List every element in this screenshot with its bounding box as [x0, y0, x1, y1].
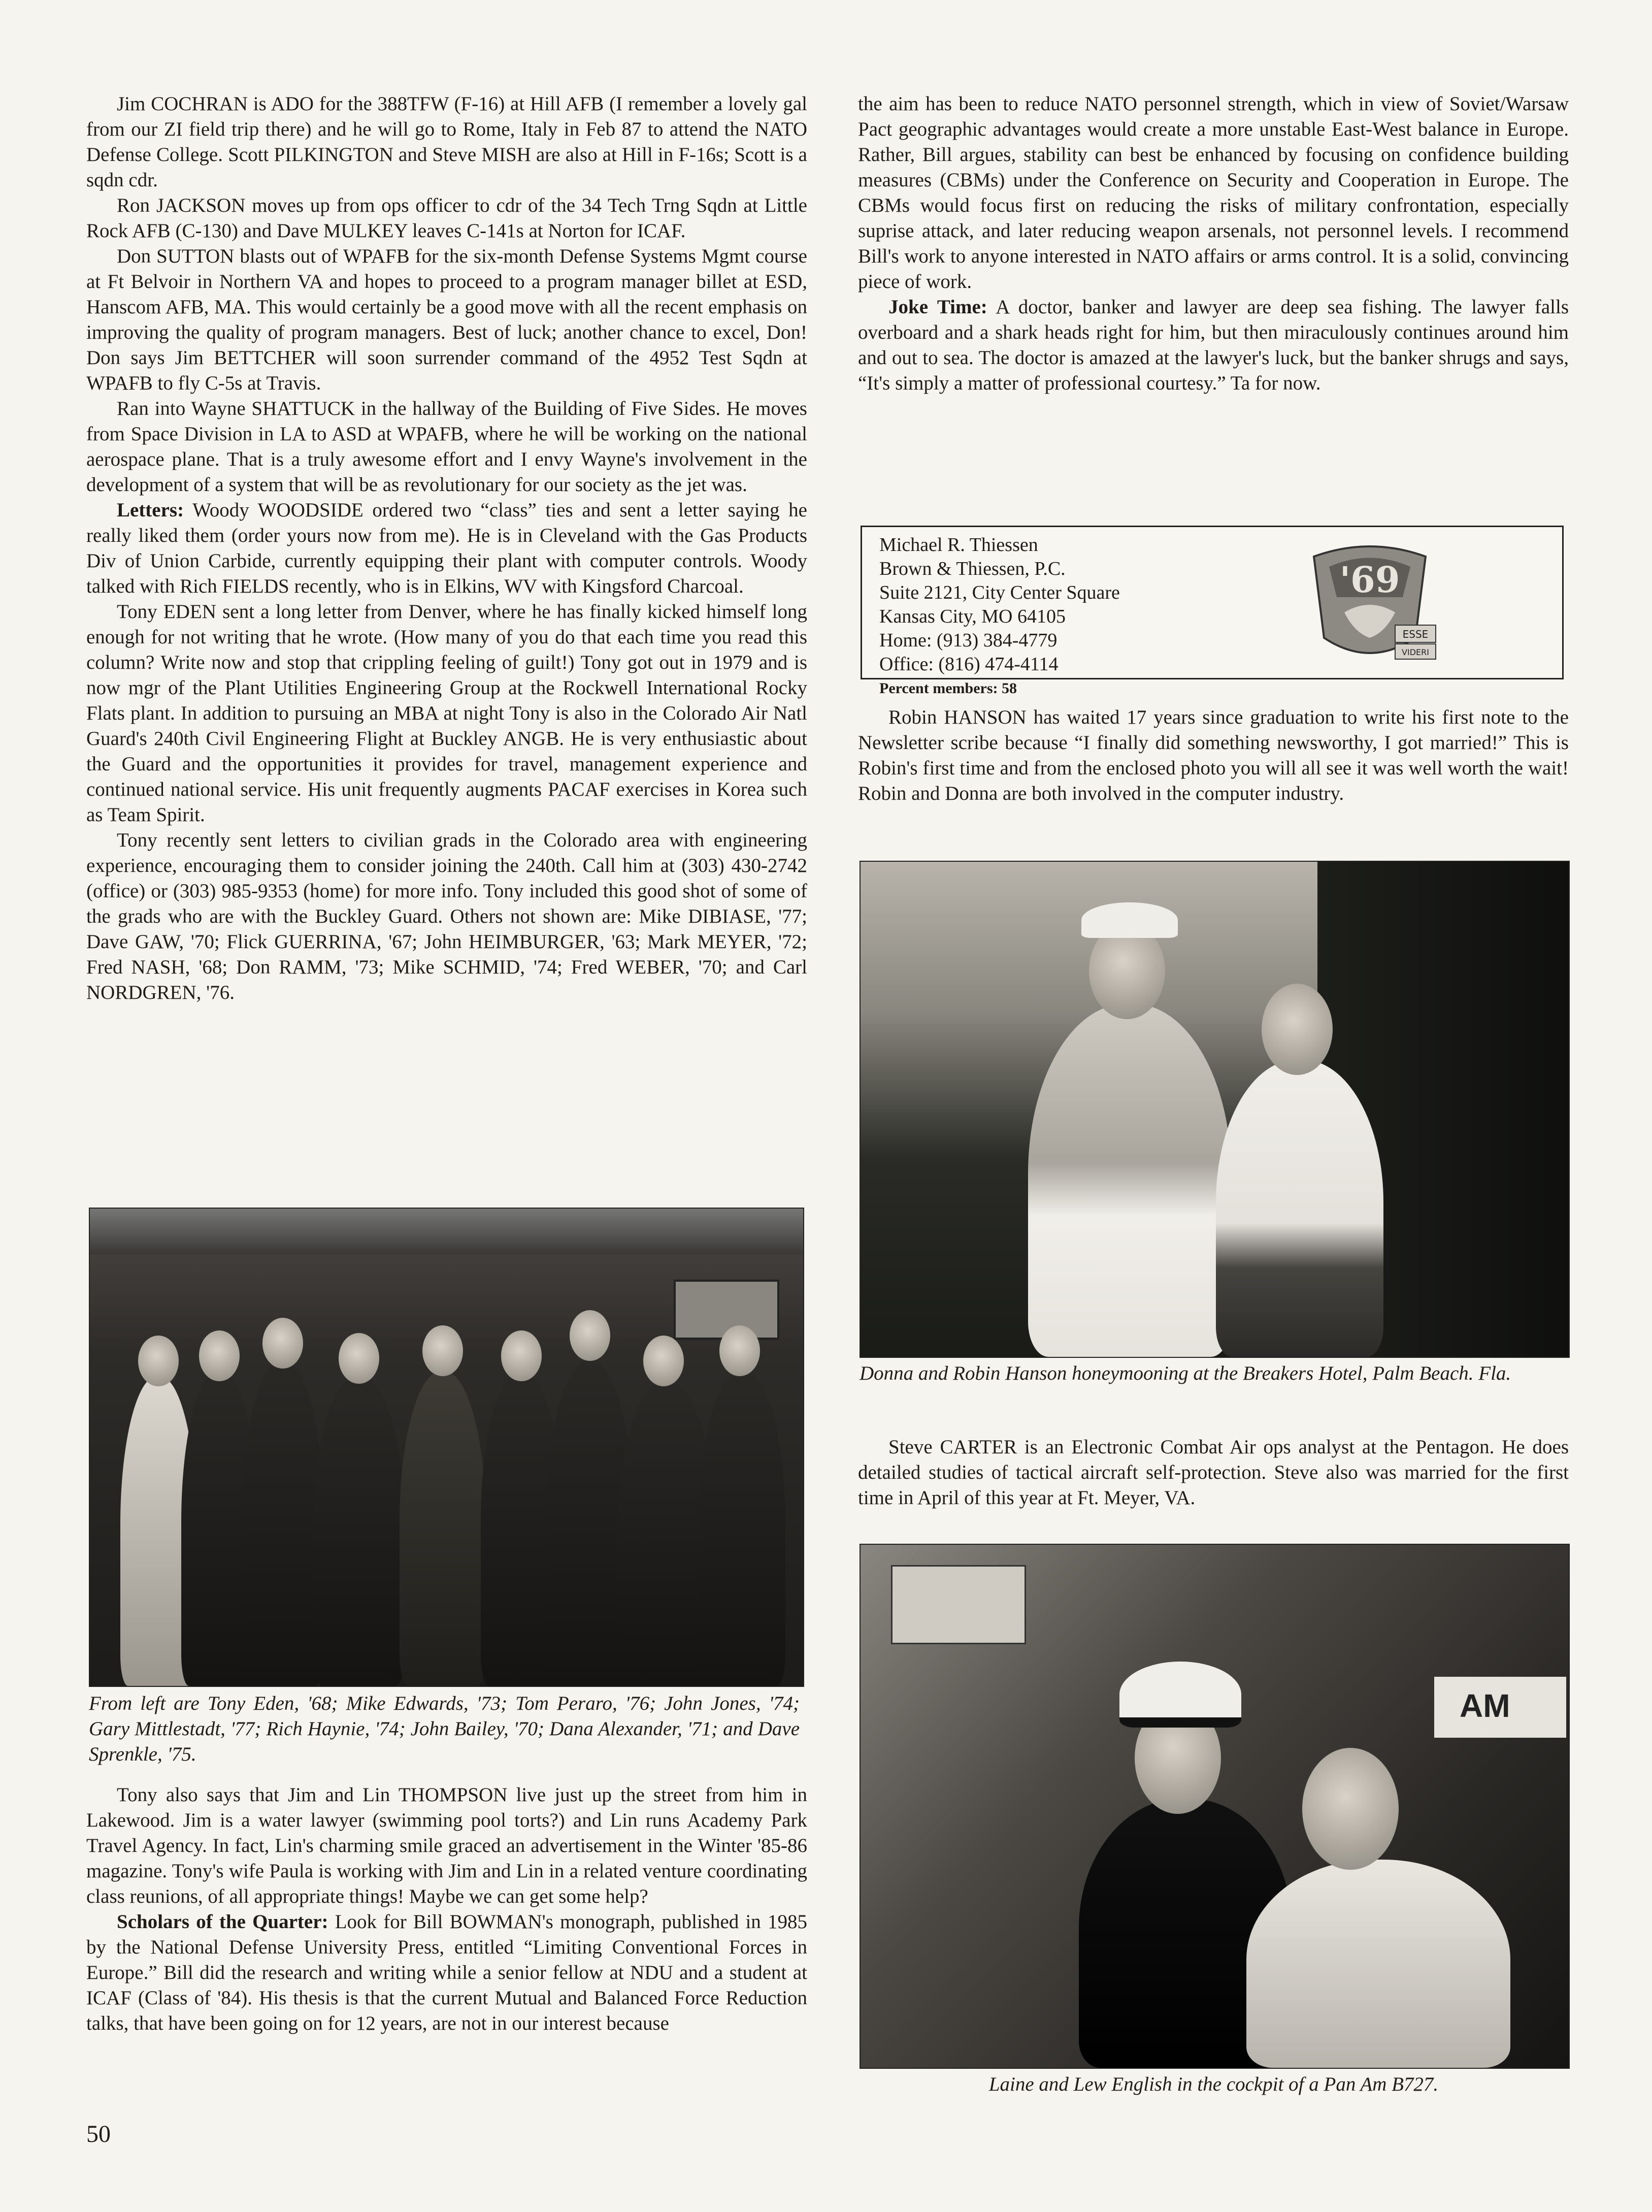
cap: [1081, 902, 1178, 938]
svg-text:VIDERI: VIDERI: [1402, 647, 1429, 657]
scribe-address-line: Kansas City, MO 64105: [879, 606, 1066, 627]
paragraph: Jim COCHRAN is ADO for the 388TFW (F-16) at Hill AFB (I remember a lovely gal from our ZI field trip there) and he will go to Rome, Italy in Feb 87 to attend the NATO Defense College. Scott PILKINGTON and Steve MISH are also at Hill in F-16s; Scott is a sqdn cdr.: [86, 93, 807, 191]
person-robin: [1028, 1004, 1231, 1357]
person: [400, 1371, 486, 1686]
person: [313, 1376, 405, 1686]
person-lew: [1246, 1860, 1510, 2068]
paragraph: Steve CARTER is an Electronic Combat Air ops analyst at the Pentagon. He does detailed studies of tactical aircraft self-protection. Steve also was married for the first time in April of this year at Ft. Meyer, VA.: [858, 1436, 1569, 1509]
left-column-bottom-text: [86, 1782, 807, 2036]
paragraph: Robin HANSON has waited 17 years since graduation to write his first note to the Newsletter scribe because “I finally did something newsworthy, I got married!” This is Robin's first time and from the enclosed photo you will all see it was well worth the wait! Robin and Donna are both involved in the computer industry.: [858, 706, 1569, 804]
svg-text:ESSE: ESSE: [1402, 628, 1429, 640]
pilot-cap: [1119, 1662, 1241, 1728]
hanson-photo-caption: Donna and Robin Hanson honeymooning at the Breakers Hotel, Palm Beach. Fla.: [860, 1362, 1511, 1384]
cockpit-photo-caption: Laine and Lew English in the cockpit of a Pan Am B727.: [988, 2073, 1439, 2095]
person-head: [1262, 984, 1333, 1075]
right-column-mid-text: [858, 705, 1569, 806]
cockpit-photo: [860, 1544, 1570, 2069]
svg-text:'69: '69: [1339, 559, 1400, 601]
class-crest-icon: [1294, 536, 1446, 673]
section-lead: Scholars of the Quarter:: [117, 1911, 328, 1933]
window-sign: AM: [1434, 1677, 1566, 1738]
paragraph: Scholars of the Quarter: Look for Bill BOWMAN's monograph, published in 1985 by the National Defense University Press, entitled “Limiting Conventional Forces in Europe.” Bill did the research and writing while a senior fellow at NDU and a student at ICAF (Class of '84). His thesis is that the current Mutual and Balanced Force Reduction talks, that have been going on for 12 years, are not in our interest because: [86, 1911, 807, 2034]
person-head: [643, 1336, 684, 1386]
scribe-office-phone: Office: (816) 474-4114: [879, 654, 1059, 675]
ceiling-garland: [90, 1209, 803, 1254]
guard-group-photo: [89, 1208, 804, 1687]
person: [242, 1361, 323, 1686]
person: [699, 1371, 785, 1686]
right-column-text: [858, 91, 1569, 396]
right-column-low-text: [858, 1435, 1569, 1511]
person-head: [1302, 1748, 1399, 1870]
paragraph: the aim has been to reduce NATO personnel strength, which in view of Soviet/Warsaw Pact geographic advantages would create a more unstable East-West balance in Europe. Rather, Bill argues, stability can best be enhanced by focusing on confidence building measures (CBMs) under the Conference on Security and Cooperation in Europe. The CBMs would focus first on reducing the risks of military confrontation, especially suprise attack, and later reducing weapon arsenals, not personnel levels. I recommend Bill's work to anyone interested in NATO affairs or arms control. It is a solid, convincing piece of work.: [858, 93, 1569, 292]
instrument-panel: [891, 1565, 1026, 1644]
person-head: [262, 1318, 303, 1369]
paragraph: Tony recently sent letters to civilian grads in the Colorado area with engineering experience, encouraging them to consider joining the 240th. Call him at (303) 430-2742 (office) or (303) 985-9353 (home) for more info. Tony included this good shot of some of the grads who are with the Buckley Guard. Others not shown are: Mike DIBIASE, '77; Dave GAW, '70; Flick GUERRINA, '67; John HEIMBURGER, '63; Mark MEYER, '72; Fred NASH, '68; Don RAMM, '73; Mike SCHMID, '74; Fred WEBER, '70; and Carl NORDGREN, '76.: [86, 829, 807, 1003]
scribe-firm: Brown & Thiessen, P.C.: [879, 558, 1066, 579]
paragraph: Letters: Woody WOODSIDE ordered two “class” ties and sent a letter saying he really liked them (order yours now from me). He is in Cleveland with the Gas Products Div of Union Carbide, currently equipping their plant with computer controls. Woody talked with Rich FIELDS recently, who is in Elkins, WV with Kingsford Charcoal.: [86, 499, 807, 597]
scribe-address-line: Suite 2121, City Center Square: [879, 582, 1120, 603]
person-head: [422, 1325, 463, 1376]
group-photo-caption: From left are Tony Eden, '68; Mike Edwards, '73; Tom Peraro, '76; John Jones, '74; Gary Mittlestadt, '77; Rich Haynie, '74; John Bailey, '70; Dana Alexander, '71; and Dave Sprenkle, '75.: [89, 1693, 800, 1765]
paragraph: Ran into Wayne SHATTUCK in the hallway of the Building of Five Sides. He moves from Space Division in LA to ASD at WPAFB, where he will be working on the national aerospace plane. That is a truly awesome effort and I envy Wayne's involvement in the development of a system that will be as revolutionary for our society as the jet was.: [86, 398, 807, 496]
person-head: [570, 1310, 610, 1361]
class-scribe-card: [861, 526, 1564, 697]
section-lead: Joke Time:: [888, 296, 987, 318]
left-column-text: [86, 91, 807, 1005]
hanson-honeymoon-photo: [860, 861, 1570, 1358]
percent-members: Percent members: 58: [879, 680, 1017, 697]
person-head: [138, 1336, 179, 1386]
paragraph: Joke Time: A doctor, banker and lawyer are deep sea fishing. The lawyer falls overboard and a shark heads right for him, but then miraculously continues around him and out to sea. The doctor is amazed at the lawyer's luck, but the banker shrugs and says, “It's simply a matter of professional courtesy.” Ta for now.: [858, 296, 1569, 394]
paragraph: Tony EDEN sent a long letter from Denver, where he has finally kicked himself long enough for not writing that he wrote. (How many of you do that each time you read this column? Write now and stop that crippling feeling of guilt!) Tony got out in 1979 and is now mgr of the Plant Utilities Engineering Group at the Rockwell International Rocky Flats plant. In addition to pursuing an MBA at night Tony is also in the Colorado Air Natl Guard's 240th Civil Engineering Flight at Buckley ANGB. He is very enthusiastic about the Guard and the opportunities it provides for travel, management experience and continued national service. His unit frequently augments PACAF exercises in Korea such as Team Spirit.: [86, 601, 807, 826]
scribe-name: Michael R. Thiessen: [879, 534, 1038, 556]
scribe-home-phone: Home: (913) 384-4779: [879, 630, 1058, 651]
paragraph: Tony also says that Jim and Lin THOMPSON live just up the street from him in Lakewood. Jim is a water lawyer (swimming pool torts?) and Lin runs Academy Park Travel Agency. In fact, Lin's charming smile graced an advertisement in the Winter '85-86 magazine. Tony's wife Paula is working with Jim and Lin in a related venture coordinating class reunions, of all appropriate things! Maybe we can get some help?: [86, 1784, 807, 1907]
section-lead: Letters:: [117, 499, 184, 521]
person-head: [339, 1333, 379, 1384]
person-head: [719, 1325, 760, 1376]
paragraph: Ron JACKSON moves up from ops officer to cdr of the 34 Tech Trng Sqdn at Little Rock AFB (C-130) and Dave MULKEY leaves C-141s at Norton for ICAF.: [86, 194, 807, 242]
person-head: [199, 1330, 240, 1381]
person-donna: [1216, 1060, 1383, 1357]
person-head: [501, 1330, 542, 1381]
page-number: 50: [86, 2121, 111, 2148]
paragraph: Don SUTTON blasts out of WPAFB for the six-month Defense Systems Mgmt course at Ft Belvoir in Northern VA and hopes to proceed to a program manager billet at ESD, Hanscom AFB, MA. This would certainly be a good move with all the recent emphasis on improving the quality of program managers. Best of luck; another chance to excel, Don! Don says Jim BETTCHER will soon surrender command of the 4952 Test Sqdn at WPAFB to fly C-5s at Travis.: [86, 245, 807, 394]
